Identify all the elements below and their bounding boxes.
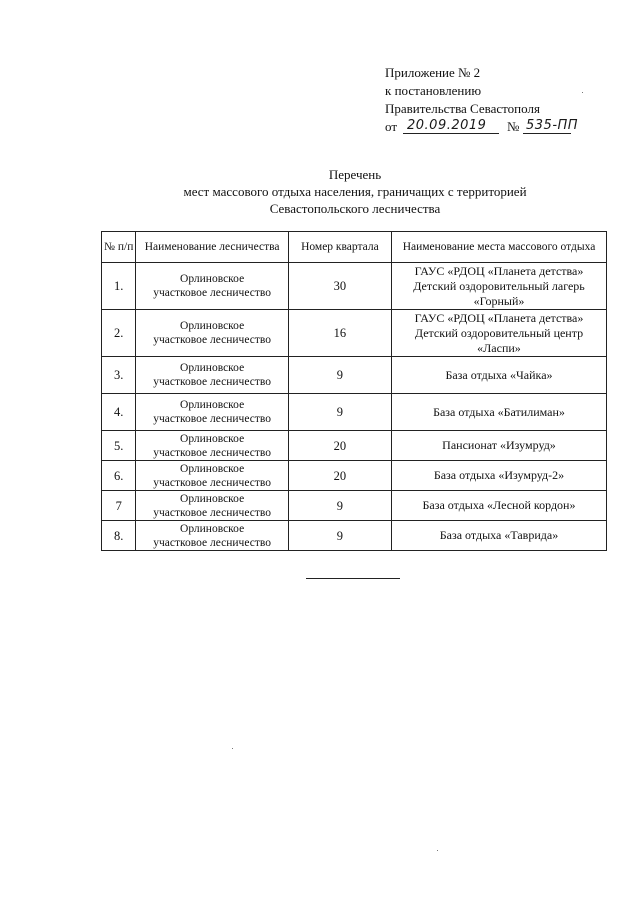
forestry-name: Орлиновское xyxy=(180,462,245,475)
table-row xyxy=(102,461,607,491)
number-field xyxy=(523,118,579,134)
forestry-type: участковое лесничество xyxy=(153,446,271,459)
forestry-name: Орлиновское xyxy=(180,399,245,411)
row-place: База отдыха «Лесной кордон» xyxy=(391,491,606,521)
appendix-authority: Правительства Севастополя xyxy=(385,101,540,116)
place-line: ГАУС «РДОЦ «Планета детства» xyxy=(414,263,584,278)
place-line: Детский оздоровительный лагерь xyxy=(413,278,585,293)
title-line-3: Севастопольского лесничества xyxy=(269,201,441,216)
row-forestry xyxy=(136,521,288,551)
scan-speck xyxy=(582,92,583,93)
row-place: База отдыха «Таврида» xyxy=(391,521,606,551)
forestry-type: участковое лесничество xyxy=(153,506,271,519)
row-place xyxy=(391,310,606,357)
row-place: База отдыха «Батилиман» xyxy=(391,394,606,431)
table-row xyxy=(102,491,607,521)
row-num: 7 xyxy=(102,491,136,521)
forestry-name: Орлиновское xyxy=(180,320,245,332)
header-place: Наименование места массового отдыха xyxy=(391,232,606,263)
row-quarter: 16 xyxy=(288,310,391,357)
row-place: База отдыха «Чайка» xyxy=(391,357,606,394)
forestry-type: участковое лесничество xyxy=(153,287,271,299)
row-num: 5. xyxy=(102,431,136,461)
table-row xyxy=(102,431,607,461)
row-num: 2. xyxy=(102,310,136,357)
row-place: Пансионат «Изумруд» xyxy=(391,431,606,461)
appendix-subtitle: к постановлению xyxy=(385,83,482,98)
number-prefix: № xyxy=(507,119,520,134)
header-quarter: Номер квартала xyxy=(288,232,391,263)
appendix-title: Приложение № 2 xyxy=(385,65,481,80)
row-forestry xyxy=(136,461,288,491)
handwritten-number: 535-ПП xyxy=(526,118,579,133)
table-row xyxy=(102,521,607,551)
row-quarter: 9 xyxy=(288,491,391,521)
table-header-row xyxy=(102,232,607,263)
place-line: «Ласпи» xyxy=(477,340,521,355)
row-forestry xyxy=(136,310,288,357)
forestry-type: участковое лесничество xyxy=(153,334,271,346)
row-forestry xyxy=(136,431,288,461)
appendix-date-number-line xyxy=(385,118,625,136)
row-quarter: 9 xyxy=(288,357,391,394)
scan-speck xyxy=(437,850,438,851)
forestry-name: Орлиновское xyxy=(180,492,245,505)
document-title xyxy=(100,166,610,217)
scan-speck xyxy=(232,748,233,749)
handwritten-date: 20.09.2019 xyxy=(407,118,487,133)
end-of-document-rule xyxy=(306,578,400,579)
date-prefix: от xyxy=(385,119,398,134)
table-row xyxy=(102,394,607,431)
place-line: «Горный» xyxy=(473,293,525,308)
table-row xyxy=(102,263,607,310)
forestry-type: участковое лесничество xyxy=(153,536,271,549)
row-forestry xyxy=(136,263,288,310)
forestry-name: Орлиновское xyxy=(180,273,245,285)
date-field xyxy=(403,118,499,134)
row-forestry xyxy=(136,491,288,521)
row-num: 4. xyxy=(102,394,136,431)
title-line-2: мест массового отдыха населения, граничащих с территорией xyxy=(183,184,527,199)
forestry-type: участковое лесничество xyxy=(153,376,271,388)
recreation-places-table xyxy=(101,231,607,551)
table-row xyxy=(102,357,607,394)
place-line: ГАУС «РДОЦ «Планета детства» xyxy=(414,310,584,325)
row-num: 6. xyxy=(102,461,136,491)
header-forestry: Наименование лесничества xyxy=(136,232,288,263)
forestry-type: участковое лесничество xyxy=(153,413,271,425)
place-line: Детский оздоровительный центр xyxy=(414,325,584,340)
row-quarter: 9 xyxy=(288,394,391,431)
table-row xyxy=(102,310,607,357)
row-forestry xyxy=(136,357,288,394)
row-quarter: 30 xyxy=(288,263,391,310)
title-line-1: Перечень xyxy=(328,167,382,182)
forestry-name: Орлиновское xyxy=(180,362,245,374)
row-place xyxy=(391,263,606,310)
row-num: 1. xyxy=(102,263,136,310)
forestry-type: участковое лесничество xyxy=(153,476,271,489)
row-num: 3. xyxy=(102,357,136,394)
row-quarter: 9 xyxy=(288,521,391,551)
row-forestry xyxy=(136,394,288,431)
appendix-block xyxy=(385,64,625,136)
row-quarter: 20 xyxy=(288,461,391,491)
row-quarter: 20 xyxy=(288,431,391,461)
row-num: 8. xyxy=(102,521,136,551)
row-place: База отдыха «Изумруд-2» xyxy=(391,461,606,491)
forestry-name: Орлиновское xyxy=(180,522,245,535)
header-num: № п/п xyxy=(102,232,136,263)
forestry-name: Орлиновское xyxy=(180,432,245,445)
